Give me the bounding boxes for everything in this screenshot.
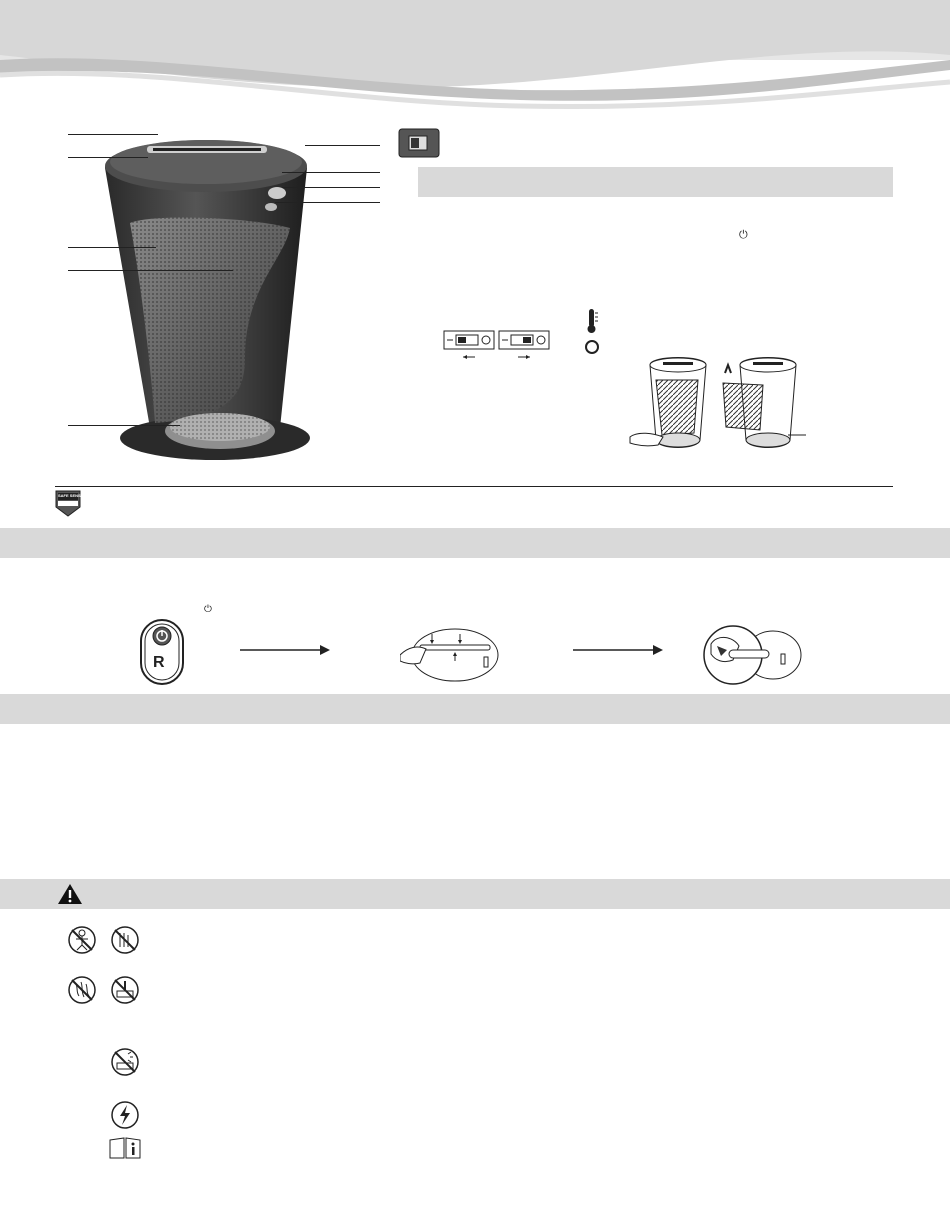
paper-jam-illustration	[400, 625, 500, 685]
divider-line	[55, 486, 893, 487]
clear-jam-illustration	[703, 624, 803, 686]
arrow-right-2	[573, 644, 663, 656]
no-children-icon	[67, 925, 97, 955]
switch-diagram-right	[498, 330, 550, 360]
no-aerosol-icon	[110, 1047, 140, 1077]
power-icon: ⏻	[739, 228, 748, 241]
no-hair-icon	[67, 975, 97, 1005]
reset-letter: R	[153, 654, 165, 671]
indicator-light-icon	[584, 339, 600, 355]
leader-line-right-3	[282, 187, 380, 188]
section-band-1	[0, 528, 950, 558]
electrical-shock-icon	[110, 1100, 140, 1130]
reset-button-icon	[139, 618, 185, 686]
section-band-top-right	[418, 167, 893, 197]
warning-triangle-icon	[57, 883, 83, 905]
section-band-2	[0, 694, 950, 724]
leader-line-right-1	[305, 145, 380, 146]
no-clothing-icon	[110, 975, 140, 1005]
leader-line-right-4	[275, 202, 380, 203]
leader-line-right-2	[282, 172, 380, 173]
switch-diagram-left	[443, 330, 495, 360]
safe-sense-label: SAFE SENSE	[58, 493, 84, 498]
thermometer-icon	[584, 308, 600, 334]
leader-line-left-4	[68, 270, 233, 271]
leader-line-left-5	[68, 425, 180, 426]
arrow-right-1	[240, 644, 330, 656]
header-wave	[0, 0, 950, 125]
switch-icon	[398, 128, 440, 158]
leader-line-left-2	[68, 157, 148, 158]
read-manual-icon	[108, 1137, 142, 1159]
shredder-overview-image	[95, 128, 335, 468]
leader-line-left-1	[68, 134, 158, 135]
power-icon-small: ⏻	[204, 604, 212, 615]
section-band-3	[0, 879, 950, 909]
leader-line-left-3	[68, 247, 156, 248]
bin-removal-illustration	[628, 355, 818, 455]
no-pets-icon	[110, 925, 140, 955]
